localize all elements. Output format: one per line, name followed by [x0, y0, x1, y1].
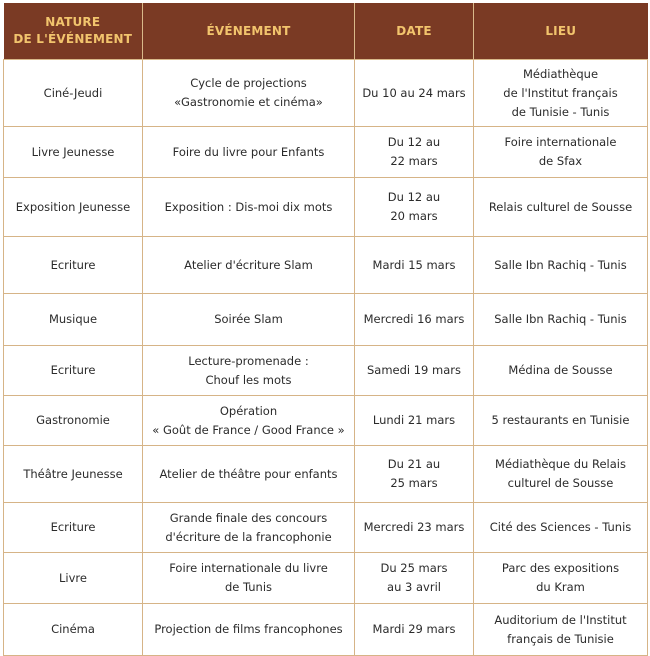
- cell-text-line: du Kram: [536, 580, 585, 594]
- cell-text-line: Ecriture: [50, 520, 96, 534]
- cell-text-line: Projection de films francophones: [154, 622, 343, 636]
- cell-text-line: Lecture-promenade :: [188, 353, 309, 368]
- cell-text-line: Atelier d'écriture Slam: [184, 257, 313, 272]
- table-row: [4, 446, 648, 503]
- cell-text-line: Livre: [59, 570, 87, 585]
- cell-evenement: [143, 294, 355, 346]
- cell-text-line: Exposition : Dis-moi dix mots: [164, 199, 333, 214]
- cell-text-line: de Sfax: [538, 154, 583, 168]
- cell-text-line: Salle Ibn Rachiq - Tunis: [494, 312, 627, 326]
- table-row: [4, 346, 648, 396]
- cell-date: [355, 553, 474, 604]
- header-row: [4, 3, 648, 60]
- cell-text-line: Parc des expositions: [501, 561, 620, 575]
- cell-text-line: Théâtre Jeunesse: [23, 466, 123, 481]
- cell-text-line: DE L'ÉVÉNEMENT: [13, 32, 133, 46]
- cell-text-line: Du 12 au: [387, 190, 441, 204]
- cell-text-line: Cinéma: [51, 622, 95, 636]
- cell-text-line: Ciné-Jeudi: [43, 85, 103, 100]
- cell-nature: [4, 127, 143, 178]
- cell-nature: [4, 178, 143, 237]
- cell-lieu: [474, 237, 648, 294]
- cell-evenement: [143, 604, 355, 656]
- table-header: [4, 3, 648, 60]
- cell-text-line: Du 21 au: [387, 457, 441, 471]
- cell-text-line: Médina de Sousse: [508, 363, 613, 377]
- cell-text-line: LIEU: [545, 23, 577, 38]
- header-date: [355, 3, 474, 60]
- cell-evenement: [143, 503, 355, 553]
- cell-lieu: [474, 127, 648, 178]
- cell-lieu: [474, 60, 648, 127]
- cell-text-line: NATURE: [45, 15, 101, 29]
- cell-lieu: [474, 396, 648, 446]
- cell-date: [355, 604, 474, 656]
- cell-text-line: au 3 avril: [387, 580, 441, 594]
- cell-date: [355, 396, 474, 446]
- cell-text-line: Lundi 21 mars: [372, 413, 456, 427]
- cell-date: [355, 127, 474, 178]
- cell-evenement: [143, 127, 355, 178]
- cell-date: [355, 237, 474, 294]
- cell-text-line: Gastronomie: [36, 413, 110, 427]
- cell-lieu: [474, 294, 648, 346]
- cell-date: [355, 346, 474, 396]
- table-row: [4, 294, 648, 346]
- cell-text-line: Du 25 mars: [380, 561, 448, 575]
- cell-date: [355, 178, 474, 237]
- cell-text-line: Mercredi 23 mars: [363, 520, 465, 534]
- cell-text-line: Atelier de théâtre pour enfants: [159, 466, 338, 481]
- cell-text-line: Samedi 19 mars: [366, 363, 462, 377]
- cell-nature: [4, 294, 143, 346]
- cell-text-line: Mardi 15 mars: [372, 257, 456, 272]
- cell-text-line: de l'Institut français: [503, 85, 618, 100]
- cell-text-line: «Gastronomie et cinéma»: [174, 95, 323, 109]
- cell-text-line: Médiathèque: [522, 66, 599, 81]
- cell-text-line: Foire internationale du livre: [169, 561, 328, 575]
- cell-evenement: [143, 446, 355, 503]
- cell-text-line: d'écriture de la francophonie: [165, 529, 332, 544]
- cell-text-line: Cycle de projections: [190, 76, 307, 90]
- table-row: [4, 178, 648, 237]
- cell-evenement: [143, 346, 355, 396]
- cell-text-line: 22 mars: [390, 154, 438, 168]
- cell-text-line: de Tunisie - Tunis: [511, 104, 610, 119]
- cell-text-line: Du 12 au: [387, 135, 441, 149]
- table-row: [4, 237, 648, 294]
- cell-text-line: Ecriture: [50, 257, 96, 272]
- cell-text-line: Mercredi 16 mars: [363, 312, 465, 326]
- cell-nature: [4, 503, 143, 553]
- header-nature: [4, 3, 143, 60]
- cell-text-line: Opération: [219, 403, 278, 418]
- cell-nature: [4, 604, 143, 656]
- cell-text-line: français de Tunisie: [507, 631, 614, 646]
- cell-evenement: [143, 396, 355, 446]
- table-row: [4, 60, 648, 127]
- cell-text-line: culturel de Sousse: [507, 476, 614, 490]
- cell-evenement: [143, 553, 355, 604]
- cell-text-line: 20 mars: [390, 209, 438, 223]
- cell-lieu: [474, 446, 648, 503]
- cell-text-line: 25 mars: [390, 476, 438, 490]
- cell-nature: [4, 60, 143, 127]
- cell-evenement: [143, 237, 355, 294]
- table-row: [4, 503, 648, 553]
- cell-text-line: Grande finale des concours: [169, 510, 328, 525]
- cell-date: [355, 503, 474, 553]
- cell-text-line: Ecriture: [50, 363, 96, 377]
- cell-date: [355, 446, 474, 503]
- header-evenement: [143, 3, 355, 60]
- cell-lieu: [474, 503, 648, 553]
- cell-text-line: Du 10 au 24 mars: [362, 85, 466, 100]
- cell-evenement: [143, 178, 355, 237]
- cell-nature: [4, 446, 143, 503]
- cell-nature: [4, 237, 143, 294]
- cell-evenement: [143, 60, 355, 127]
- table-row: [4, 604, 648, 656]
- cell-text-line: Auditorium de l'Institut: [494, 612, 627, 627]
- table-row: [4, 127, 648, 178]
- cell-text-line: de Tunis: [224, 580, 273, 594]
- cell-text-line: Foire internationale: [504, 135, 617, 149]
- cell-date: [355, 60, 474, 127]
- cell-text-line: Livre Jeunesse: [31, 144, 115, 159]
- cell-nature: [4, 346, 143, 396]
- cell-lieu: [474, 553, 648, 604]
- header-lieu: [474, 3, 648, 60]
- table-body: [4, 60, 648, 656]
- table-row: [4, 553, 648, 604]
- cell-date: [355, 294, 474, 346]
- cell-nature: [4, 553, 143, 604]
- table-row: [4, 396, 648, 446]
- cell-lieu: [474, 604, 648, 656]
- cell-text-line: Salle Ibn Rachiq - Tunis: [494, 257, 627, 272]
- cell-text-line: Foire du livre pour Enfants: [172, 144, 325, 159]
- cell-text-line: Mardi 29 mars: [372, 622, 456, 636]
- cell-text-line: Soirée Slam: [214, 312, 283, 326]
- cell-text-line: « Goût de France / Good France »: [152, 422, 345, 437]
- cell-text-line: Médiathèque du Relais: [495, 457, 626, 471]
- cell-text-line: Musique: [48, 312, 98, 326]
- cell-text-line: Relais culturel de Sousse: [488, 199, 633, 214]
- cell-text-line: Exposition Jeunesse: [15, 199, 131, 214]
- cell-nature: [4, 396, 143, 446]
- events-table: [3, 3, 648, 656]
- cell-text-line: Cité des Sciences - Tunis: [489, 520, 632, 534]
- cell-text-line: DATE: [396, 23, 432, 38]
- cell-lieu: [474, 346, 648, 396]
- cell-text-line: 5 restaurants en Tunisie: [491, 413, 630, 427]
- cell-text-line: ÉVÉNEMENT: [206, 23, 291, 38]
- cell-text-line: Chouf les mots: [205, 372, 292, 387]
- cell-lieu: [474, 178, 648, 237]
